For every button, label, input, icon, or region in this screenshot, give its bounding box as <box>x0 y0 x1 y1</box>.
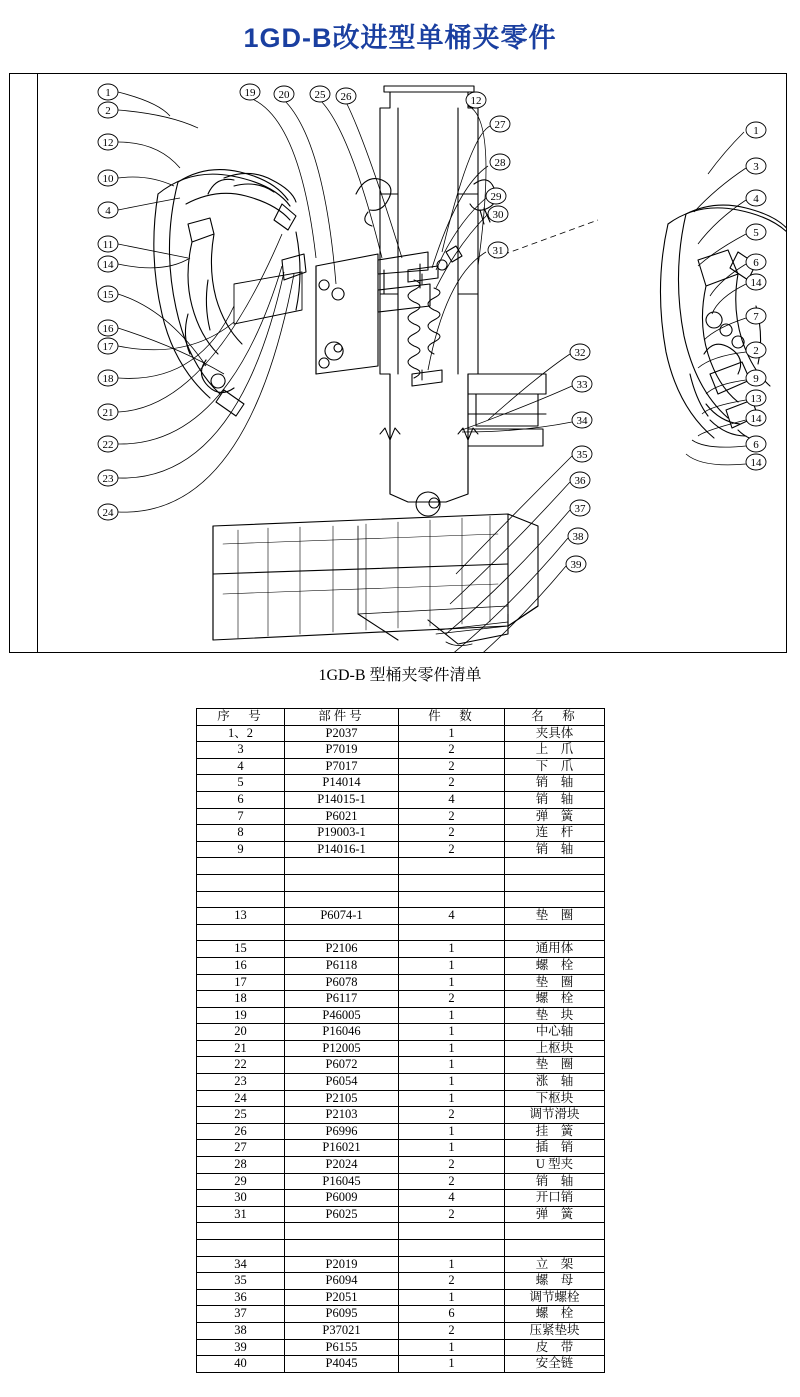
cell-part-number <box>285 924 399 941</box>
cell-name: 垫 圈 <box>505 974 605 991</box>
cell-name: 螺 栓 <box>505 1306 605 1323</box>
table-row <box>197 1306 605 1323</box>
cell-part-number: P16021 <box>285 1140 399 1157</box>
cell-name: 调节螺栓 <box>505 1289 605 1306</box>
cell-quantity: 2 <box>399 1173 505 1190</box>
cell-index: 26 <box>197 1123 285 1140</box>
cell-name: 螺 栓 <box>505 957 605 974</box>
exploded-drawing-frame <box>9 73 787 653</box>
svg-text:35: 35 <box>576 449 588 461</box>
table-row <box>197 1273 605 1290</box>
cell-index: 8 <box>197 825 285 842</box>
cell-index: 25 <box>197 1107 285 1124</box>
cell-name: 连 杆 <box>505 825 605 842</box>
svg-text:38: 38 <box>572 531 584 543</box>
assembly-illustration <box>38 74 786 652</box>
cell-quantity: 4 <box>399 908 505 925</box>
svg-text:39: 39 <box>570 559 582 571</box>
cell-name: 螺 栓 <box>505 991 605 1008</box>
cell-name <box>505 1223 605 1240</box>
table-row <box>197 1339 605 1356</box>
svg-text:5: 5 <box>753 227 759 239</box>
table-row <box>197 974 605 991</box>
svg-text:1: 1 <box>105 87 111 99</box>
cell-name <box>505 891 605 908</box>
cell-part-number: P2106 <box>285 941 399 958</box>
table-row <box>197 1190 605 1207</box>
cell-index: 15 <box>197 941 285 958</box>
cell-index: 39 <box>197 1339 285 1356</box>
table-row <box>197 1107 605 1124</box>
cell-index: 27 <box>197 1140 285 1157</box>
svg-text:27: 27 <box>494 119 506 131</box>
svg-text:14: 14 <box>102 259 114 271</box>
cell-part-number: P2037 <box>285 725 399 742</box>
cell-name: 销 轴 <box>505 1173 605 1190</box>
drawing-canvas <box>38 74 786 652</box>
cell-name: 上 爪 <box>505 742 605 759</box>
cell-quantity: 1 <box>399 1356 505 1373</box>
cell-part-number: P6094 <box>285 1273 399 1290</box>
cell-part-number: P19003-1 <box>285 825 399 842</box>
svg-text:10: 10 <box>102 173 114 185</box>
cell-quantity: 2 <box>399 808 505 825</box>
cell-part-number: P2024 <box>285 1157 399 1174</box>
cell-index: 31 <box>197 1206 285 1223</box>
cell-name: 弹 簧 <box>505 808 605 825</box>
svg-text:34: 34 <box>576 415 588 427</box>
cell-quantity: 1 <box>399 1074 505 1091</box>
cell-name: U 型夹 <box>505 1157 605 1174</box>
svg-text:29: 29 <box>490 191 502 203</box>
table-row <box>197 1140 605 1157</box>
cell-name: 弹 簧 <box>505 1206 605 1223</box>
cell-part-number: P16046 <box>285 1024 399 1041</box>
svg-text:9: 9 <box>753 373 759 385</box>
cell-part-number: P6095 <box>285 1306 399 1323</box>
cell-name: 压紧垫块 <box>505 1322 605 1339</box>
svg-text:37: 37 <box>574 503 586 515</box>
cell-name: 垫 块 <box>505 1007 605 1024</box>
cell-part-number: P14014 <box>285 775 399 792</box>
cell-quantity <box>399 874 505 891</box>
parts-table-caption: 1GD-B 型桶夹零件清单 <box>318 667 482 684</box>
cell-quantity <box>399 1223 505 1240</box>
svg-text:32: 32 <box>574 347 586 359</box>
cell-index <box>197 1223 285 1240</box>
cell-index: 20 <box>197 1024 285 1041</box>
cell-quantity: 1 <box>399 1007 505 1024</box>
cell-quantity: 2 <box>399 1322 505 1339</box>
cell-quantity: 4 <box>399 1190 505 1207</box>
table-row <box>197 1322 605 1339</box>
cell-part-number: P7019 <box>285 742 399 759</box>
cell-name <box>505 858 605 875</box>
cell-index: 9 <box>197 841 285 858</box>
table-row <box>197 1057 605 1074</box>
cell-part-number: P6155 <box>285 1339 399 1356</box>
cell-name: 销 轴 <box>505 775 605 792</box>
table-row <box>197 1173 605 1190</box>
svg-text:4: 4 <box>105 205 111 217</box>
cell-index: 28 <box>197 1157 285 1174</box>
cell-name: 皮 带 <box>505 1339 605 1356</box>
cell-quantity: 1 <box>399 1090 505 1107</box>
cell-part-number: P7017 <box>285 758 399 775</box>
cell-index: 4 <box>197 758 285 775</box>
svg-text:36: 36 <box>574 475 586 487</box>
svg-text:26: 26 <box>340 91 352 103</box>
cell-part-number: P37021 <box>285 1322 399 1339</box>
cell-index <box>197 858 285 875</box>
table-row <box>197 991 605 1008</box>
table-row <box>197 1223 605 1240</box>
cell-name: 下 爪 <box>505 758 605 775</box>
table-row <box>197 1157 605 1174</box>
cell-part-number: P6074-1 <box>285 908 399 925</box>
col-header-qty: 件 数 <box>399 709 505 726</box>
cell-name: 立 架 <box>505 1256 605 1273</box>
cell-index: 13 <box>197 908 285 925</box>
cell-part-number: P2105 <box>285 1090 399 1107</box>
page-title: 1GD-B改进型单桶夹零件 <box>243 23 557 53</box>
table-row <box>197 1040 605 1057</box>
table-row <box>197 957 605 974</box>
table-row <box>197 841 605 858</box>
cell-quantity: 1 <box>399 1123 505 1140</box>
table-row <box>197 1007 605 1024</box>
cell-index: 5 <box>197 775 285 792</box>
svg-text:14: 14 <box>750 413 762 425</box>
cell-name <box>505 874 605 891</box>
cell-name: 安全链 <box>505 1356 605 1373</box>
cell-index <box>197 891 285 908</box>
cell-quantity: 2 <box>399 991 505 1008</box>
cell-name <box>505 924 605 941</box>
cell-quantity <box>399 1240 505 1257</box>
cell-quantity: 1 <box>399 957 505 974</box>
cell-quantity: 2 <box>399 825 505 842</box>
cell-index: 6 <box>197 791 285 808</box>
cell-name: 螺 母 <box>505 1273 605 1290</box>
cell-name: 调节滑块 <box>505 1107 605 1124</box>
cell-part-number <box>285 1240 399 1257</box>
cell-part-number: P6072 <box>285 1057 399 1074</box>
table-row <box>197 924 605 941</box>
svg-text:3: 3 <box>753 161 759 173</box>
cell-name: 通用体 <box>505 941 605 958</box>
cell-index <box>197 874 285 891</box>
table-row <box>197 1206 605 1223</box>
cell-quantity: 1 <box>399 1339 505 1356</box>
cell-part-number: P2019 <box>285 1256 399 1273</box>
cell-quantity: 6 <box>399 1306 505 1323</box>
parts-table-body <box>197 725 605 1372</box>
cell-part-number <box>285 1223 399 1240</box>
table-row <box>197 1024 605 1041</box>
svg-text:2: 2 <box>105 105 111 117</box>
cell-quantity: 2 <box>399 775 505 792</box>
cell-index: 3 <box>197 742 285 759</box>
table-row <box>197 891 605 908</box>
cell-index: 30 <box>197 1190 285 1207</box>
parts-table-container <box>196 708 604 1373</box>
svg-text:18: 18 <box>102 373 114 385</box>
svg-text:14: 14 <box>750 457 762 469</box>
cell-part-number <box>285 858 399 875</box>
svg-text:31: 31 <box>492 245 504 257</box>
cell-name: 开口销 <box>505 1190 605 1207</box>
cell-part-number: P6009 <box>285 1190 399 1207</box>
cell-index: 21 <box>197 1040 285 1057</box>
cell-index: 38 <box>197 1322 285 1339</box>
svg-text:23: 23 <box>102 473 114 485</box>
cell-index: 40 <box>197 1356 285 1373</box>
cell-quantity: 1 <box>399 1024 505 1041</box>
cell-index: 36 <box>197 1289 285 1306</box>
table-row <box>197 874 605 891</box>
cell-name: 插 销 <box>505 1140 605 1157</box>
cell-name: 销 轴 <box>505 841 605 858</box>
cell-name: 销 轴 <box>505 791 605 808</box>
table-row <box>197 758 605 775</box>
svg-text:12: 12 <box>470 95 482 107</box>
cell-name <box>505 1240 605 1257</box>
cell-quantity: 1 <box>399 974 505 991</box>
cell-name: 夹具体 <box>505 725 605 742</box>
cell-part-number: P6021 <box>285 808 399 825</box>
svg-text:28: 28 <box>494 157 506 169</box>
cell-index: 35 <box>197 1273 285 1290</box>
cell-part-number: P6117 <box>285 991 399 1008</box>
cell-quantity <box>399 858 505 875</box>
svg-text:14: 14 <box>750 277 762 289</box>
model-label-cell <box>10 74 38 653</box>
cell-quantity: 2 <box>399 758 505 775</box>
cell-part-number: P6996 <box>285 1123 399 1140</box>
cell-part-number: P2103 <box>285 1107 399 1124</box>
cell-name: 垫 圈 <box>505 908 605 925</box>
cell-quantity: 2 <box>399 1206 505 1223</box>
table-row <box>197 908 605 925</box>
table-row <box>197 1074 605 1091</box>
svg-text:21: 21 <box>102 407 114 419</box>
cell-index: 24 <box>197 1090 285 1107</box>
table-row <box>197 1123 605 1140</box>
svg-text:12: 12 <box>102 137 114 149</box>
cell-quantity: 4 <box>399 791 505 808</box>
cell-quantity: 1 <box>399 941 505 958</box>
cell-index: 34 <box>197 1256 285 1273</box>
svg-text:15: 15 <box>102 289 114 301</box>
cell-index: 22 <box>197 1057 285 1074</box>
cell-name: 挂 簧 <box>505 1123 605 1140</box>
svg-text:19: 19 <box>244 87 256 99</box>
cell-quantity: 2 <box>399 1107 505 1124</box>
svg-text:33: 33 <box>576 379 588 391</box>
cell-name: 涨 轴 <box>505 1074 605 1091</box>
cell-part-number: P6078 <box>285 974 399 991</box>
table-row <box>197 742 605 759</box>
svg-text:24: 24 <box>102 507 114 519</box>
svg-text:1: 1 <box>753 125 759 137</box>
cell-quantity: 2 <box>399 841 505 858</box>
svg-text:13: 13 <box>750 393 762 405</box>
cell-name: 中心轴 <box>505 1024 605 1041</box>
cell-part-number: P14016-1 <box>285 841 399 858</box>
cell-part-number: P4045 <box>285 1356 399 1373</box>
cell-part-number <box>285 891 399 908</box>
svg-text:20: 20 <box>278 89 290 101</box>
svg-text:16: 16 <box>102 323 114 335</box>
cell-name: 上枢块 <box>505 1040 605 1057</box>
cell-part-number: P16045 <box>285 1173 399 1190</box>
cell-quantity: 1 <box>399 1140 505 1157</box>
cell-part-number: P14015-1 <box>285 791 399 808</box>
table-header-row <box>197 709 605 726</box>
cell-quantity: 1 <box>399 725 505 742</box>
svg-text:6: 6 <box>753 439 759 451</box>
cell-index: 19 <box>197 1007 285 1024</box>
svg-text:7: 7 <box>753 311 759 323</box>
table-row <box>197 725 605 742</box>
cell-index: 37 <box>197 1306 285 1323</box>
cell-quantity: 1 <box>399 1256 505 1273</box>
table-row <box>197 791 605 808</box>
table-row <box>197 1356 605 1373</box>
cell-quantity: 2 <box>399 1157 505 1174</box>
cell-quantity: 1 <box>399 1040 505 1057</box>
col-header-index: 序 号 <box>197 709 285 726</box>
cell-quantity: 2 <box>399 1273 505 1290</box>
cell-index: 1、2 <box>197 725 285 742</box>
cell-part-number: P12005 <box>285 1040 399 1057</box>
table-row <box>197 825 605 842</box>
cell-index: 16 <box>197 957 285 974</box>
cell-part-number <box>285 874 399 891</box>
svg-text:17: 17 <box>102 341 114 353</box>
cell-index: 7 <box>197 808 285 825</box>
cell-quantity <box>399 924 505 941</box>
col-header-partno: 部件号 <box>285 709 399 726</box>
cell-part-number: P2051 <box>285 1289 399 1306</box>
cell-part-number: P46005 <box>285 1007 399 1024</box>
cell-name: 下枢块 <box>505 1090 605 1107</box>
cell-index: 29 <box>197 1173 285 1190</box>
cell-quantity: 1 <box>399 1289 505 1306</box>
table-row <box>197 775 605 792</box>
svg-text:6: 6 <box>753 257 759 269</box>
cell-index <box>197 924 285 941</box>
table-row <box>197 941 605 958</box>
cell-part-number: P6118 <box>285 957 399 974</box>
table-row <box>197 858 605 875</box>
parts-table <box>196 708 605 1373</box>
cell-index: 17 <box>197 974 285 991</box>
table-row <box>197 1256 605 1273</box>
cell-name: 垫 圈 <box>505 1057 605 1074</box>
svg-text:22: 22 <box>102 439 114 451</box>
cell-index <box>197 1240 285 1257</box>
svg-text:4: 4 <box>753 193 759 205</box>
cell-quantity <box>399 891 505 908</box>
table-row <box>197 808 605 825</box>
cell-index: 23 <box>197 1074 285 1091</box>
cell-part-number: P6054 <box>285 1074 399 1091</box>
cell-quantity: 2 <box>399 742 505 759</box>
parts-table-head <box>197 709 605 726</box>
cell-quantity: 1 <box>399 1057 505 1074</box>
cell-index: 18 <box>197 991 285 1008</box>
cell-part-number: P6025 <box>285 1206 399 1223</box>
table-row <box>197 1090 605 1107</box>
svg-text:11: 11 <box>102 239 114 251</box>
col-header-name: 名 称 <box>505 709 605 726</box>
svg-text:2: 2 <box>753 345 759 357</box>
table-row <box>197 1289 605 1306</box>
svg-text:30: 30 <box>492 209 504 221</box>
table-row <box>197 1240 605 1257</box>
svg-text:25: 25 <box>314 89 326 101</box>
